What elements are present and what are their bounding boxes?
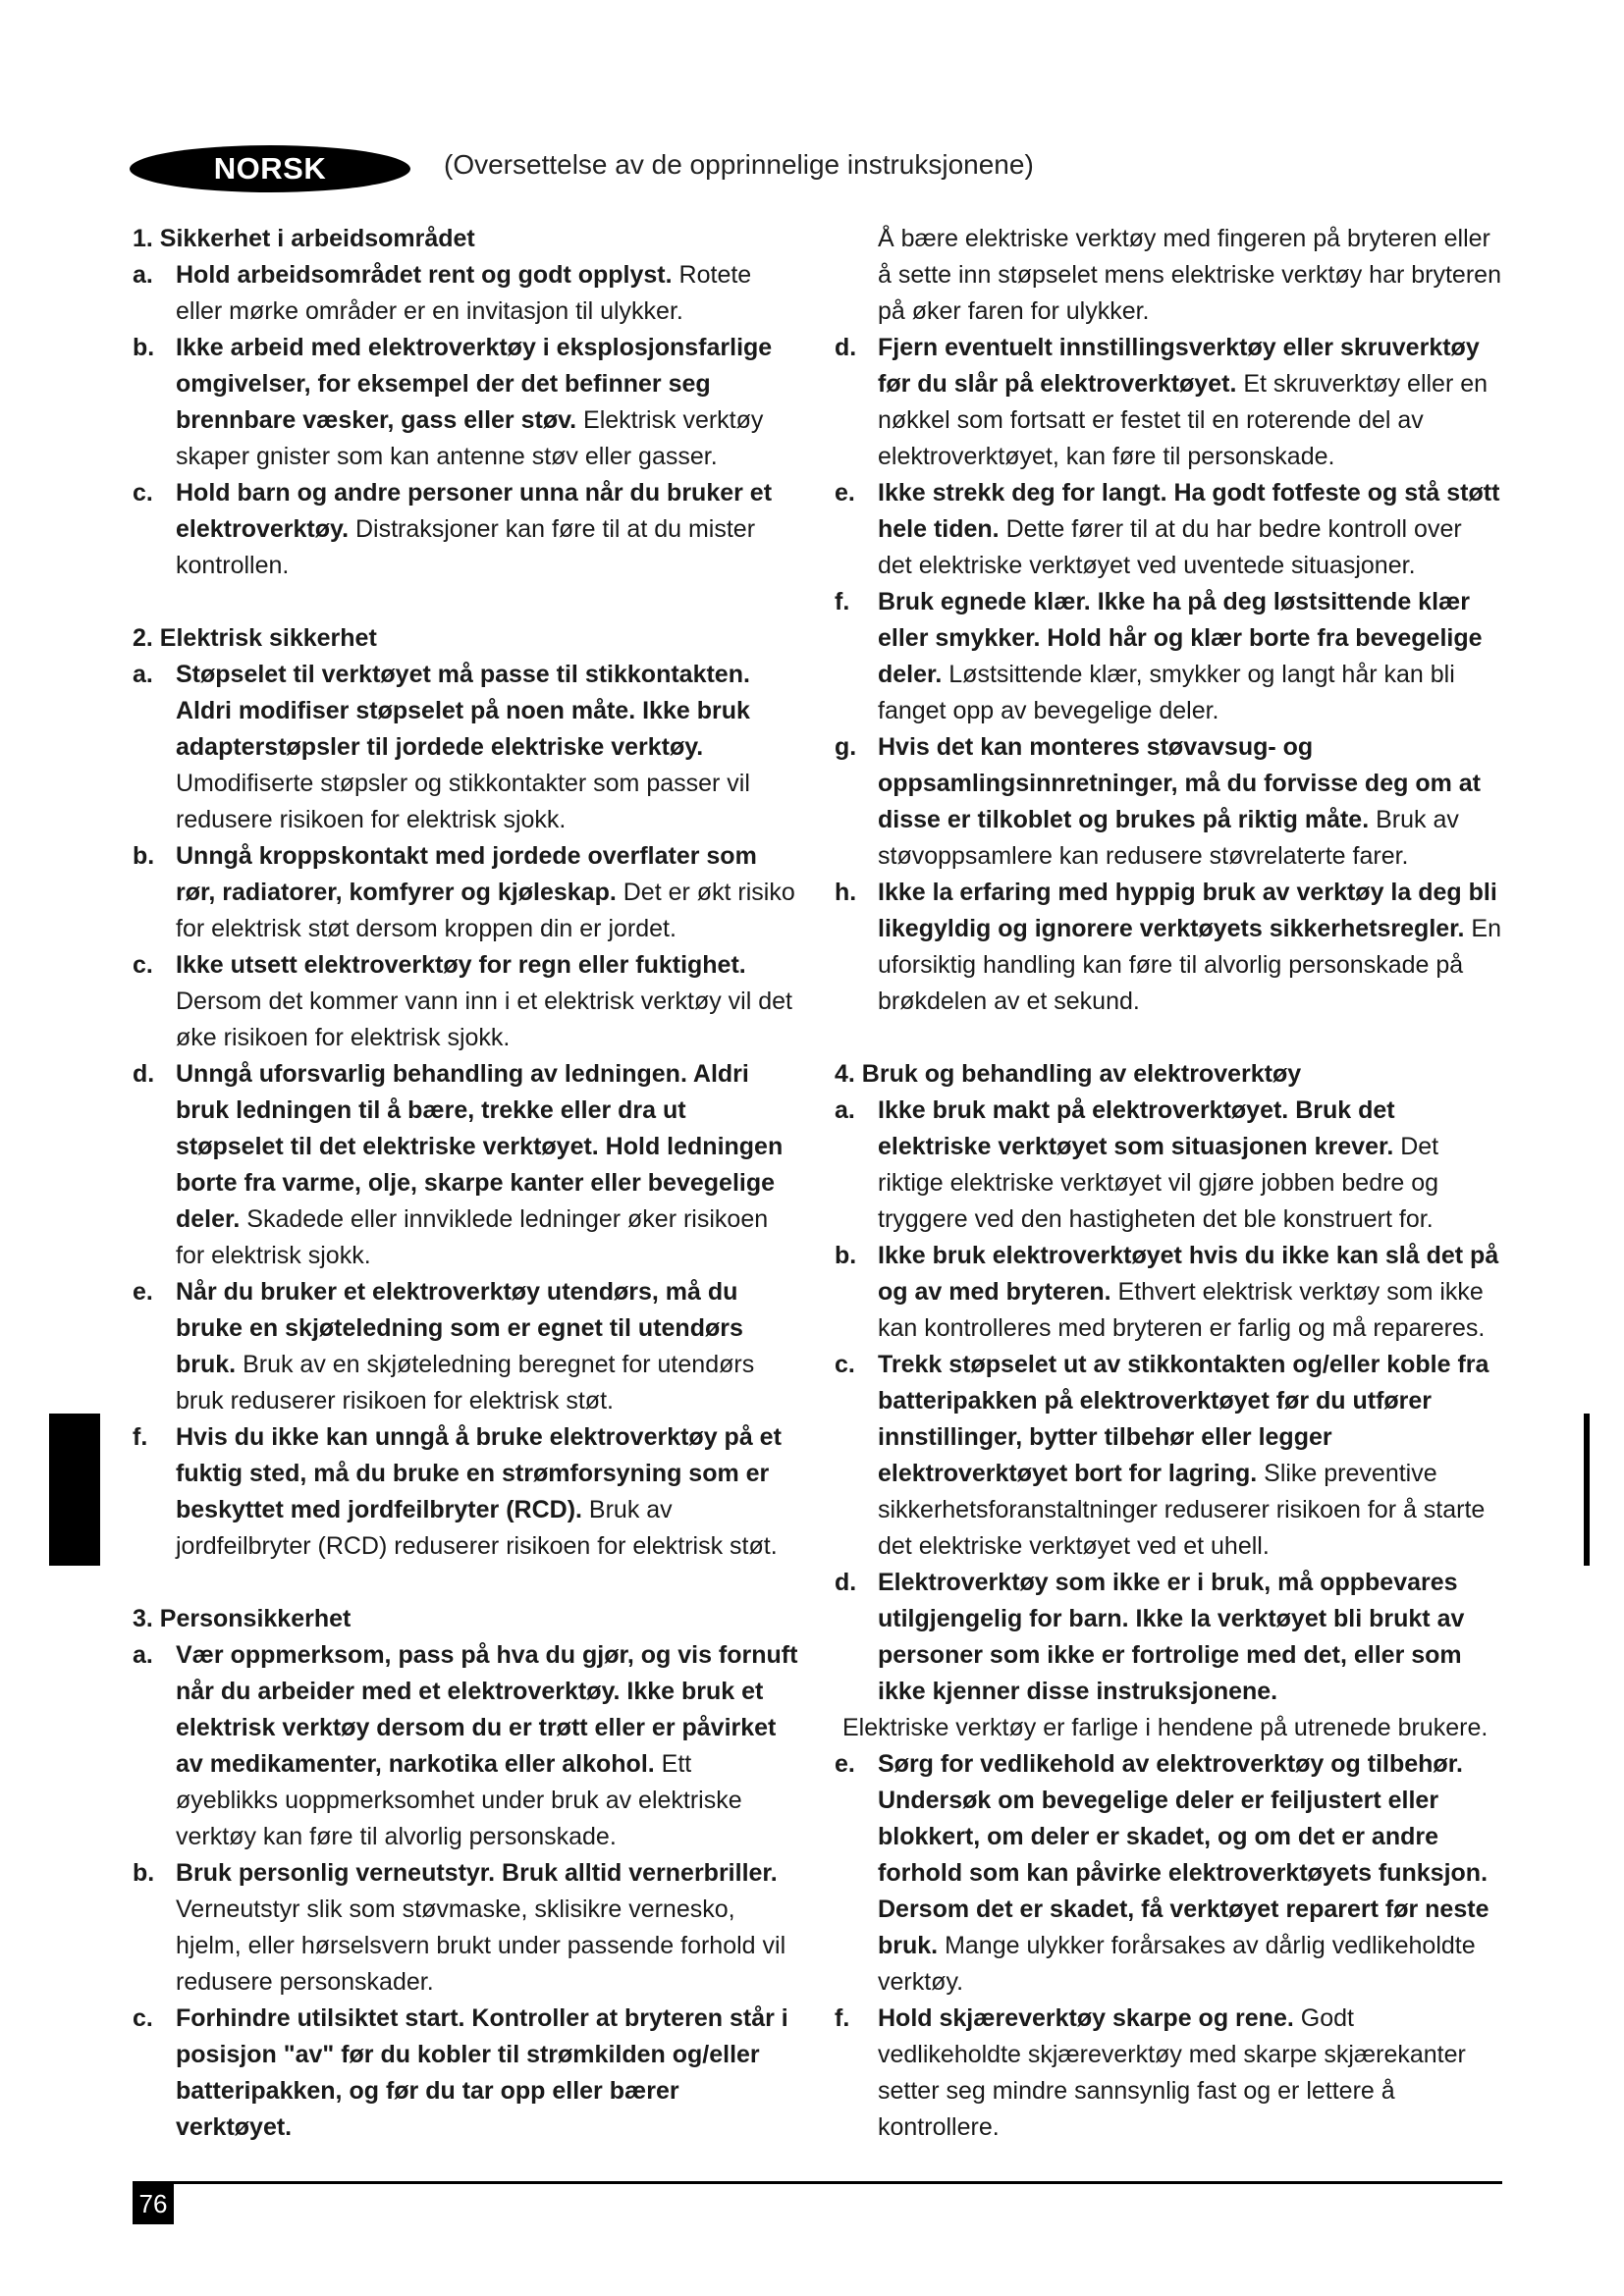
item-heading: Ikke strekk deg for langt. Ha godt fotfeste og stå støtt hele tiden.: [878, 479, 1500, 543]
item-3g: [835, 729, 1502, 875]
item-3c-continued: Å bære elektriske verktøy med fingeren på bryteren eller å sette inn støpselet mens elektriske verktøy har bryteren på øker faren for ulykker.: [878, 225, 1501, 325]
footer-rule: [133, 2181, 1502, 2184]
item-text: Bruk av støvoppsamlere kan redusere støvrelaterte farer.: [878, 806, 1459, 870]
item-heading: Unngå kroppskontakt med jordede overflater som rør, radiatorer, komfyrer og kjøleskap.: [176, 842, 757, 906]
item-letter: d.: [835, 1569, 857, 1596]
item-4b: [835, 1238, 1502, 1347]
item-letter: b.: [133, 1859, 155, 1887]
item-heading: Hold arbeidsområdet rent og godt opplyst.: [176, 261, 673, 289]
item-text: Distraksjoner kan føre til at du mister kontrollen.: [176, 515, 756, 579]
item-heading: Bruk egnede klær. Ikke ha på deg løstsittende klær eller smykker. Hold hår og klær borte fra bevegelige deler.: [878, 588, 1483, 688]
item-letter: c.: [133, 2004, 153, 2032]
item-3a: [133, 1637, 800, 1855]
item-heading: Ikke arbeid med elektroverktøy i eksplosjonsfarlige omgivelser, for eksempel der det befinner seg brennbare væsker, gass eller støv.: [176, 334, 773, 434]
item-text: Verneutstyr slik som støvmaske, sklisikre vernesko, hjelm, eller hørselsvern brukt under passende forhold vil redusere personskader.: [176, 1896, 786, 1996]
item-letter: d.: [835, 334, 857, 361]
item-heading: Sørg for vedlikehold av elektroverktøy og tilbehør. Undersøk om bevegelige deler er feiljustert eller blokkert, om deler er skadet, og om det er andre forhold som kan påvirke elektroverktøyets funksjon. Dersom det er skadet, få verktøyet reparert før neste bruk.: [878, 1750, 1489, 1959]
item-heading: Ikke bruk makt på elektroverktøyet. Bruk det elektriske verktøyet som situasjonen krever.: [878, 1096, 1395, 1160]
item-text: Det riktige elektriske verktøyet vil gjøre jobben bedre og tryggere ved den hastigheten det ble konstruert for.: [878, 1133, 1439, 1233]
item-letter: f.: [835, 588, 850, 615]
section-1-title: 1. Sikkerhet i arbeidsområdet: [133, 225, 475, 252]
item-3e: [835, 475, 1502, 584]
item-1b: [133, 330, 800, 475]
item-letter: a.: [133, 261, 153, 289]
item-heading: Trekk støpselet ut av stikkontakten og/eller koble fra batteripakken på elektroverktøyet før du utfører innstillinger, bytter tilbehør eller legger elektroverktøyet bort for lagring.: [878, 1351, 1489, 1487]
item-text: Det er økt risiko for elektrisk støt dersom kroppen din er jordet.: [176, 879, 795, 942]
item-letter: f.: [835, 2004, 850, 2032]
item-4d-note: Elektriske verktøy er farlige i hendene på utrenede brukere.: [842, 1714, 1489, 1741]
item-heading: Fjern eventuelt innstillingsverktøy eller skruverktøy før du slår på elektroverktøyet.: [878, 334, 1480, 398]
section-4-title: 4. Bruk og behandling av elektroverktøy: [835, 1060, 1302, 1088]
item-heading: Elektroverktøy som ikke er i bruk, må oppbevares utilgjengelig for barn. Ikke la verktøyet bli brukt av personer som ikke er fortrolige med det, eller som ikke kjenner disse instruksjonene.: [878, 1569, 1465, 1705]
item-text: Slike preventive sikkerhetsforanstaltninger reduserer risikoen for å starte det elektriske verktøyet ved et uhell.: [878, 1460, 1486, 1560]
item-4a: [835, 1093, 1502, 1238]
item-text: Rotete eller mørke områder er en invitasjon til ulykker.: [176, 261, 752, 325]
item-letter: h.: [835, 879, 857, 906]
item-heading: Vær oppmerksom, pass på hva du gjør, og vis fornuft når du arbeider med et elektroverktøy. Ikke bruk et elektrisk verktøy dersom du er trøtt eller er påvirket av medikamenter, narkotika eller alkohol.: [176, 1641, 798, 1778]
item-4c: [835, 1347, 1502, 1565]
item-letter: e.: [835, 479, 855, 507]
section-tab-marker: [49, 1414, 100, 1566]
item-text: Dette fører til at du har bedre kontroll over det elektriske verktøyet ved uventede situasjoner.: [878, 515, 1462, 579]
item-letter: d.: [133, 1060, 155, 1088]
language-label: NORSK: [130, 145, 410, 192]
item-heading: Hold skjæreverktøy skarpe og rene.: [878, 2004, 1294, 2032]
left-column: [133, 221, 800, 2146]
item-2a: [133, 657, 800, 838]
item-letter: c.: [835, 1351, 855, 1378]
item-text: En uforsiktig handling kan føre til alvorlig personskade på brøkdelen av et sekund.: [878, 915, 1502, 1015]
page-number: 76: [133, 2183, 174, 2224]
item-letter: g.: [835, 733, 857, 761]
item-3f: [835, 584, 1502, 729]
item-1a: [133, 257, 800, 330]
item-heading: Forhindre utilsiktet start. Kontroller at bryteren står i posisjon "av" før du kobler til strømkilden og/eller batteripakken, og før du tar opp eller bærer verktøyet.: [176, 2004, 788, 2141]
section-3-title: 3. Personsikkerhet: [133, 1605, 352, 1632]
item-heading: Unngå uforsvarlig behandling av ledningen. Aldri bruk ledningen til å bære, trekke eller dra ut støpselet til det elektriske verktøyet. Hold ledningen borte fra varme, olje, skarpe kanter eller bevegelige deler.: [176, 1060, 784, 1233]
item-2f: [133, 1419, 800, 1565]
item-text: Godt vedlikeholdte skjæreverktøy med skarpe skjærekanter setter seg mindre sannsynlig fast og er lettere å kontrollere.: [878, 2004, 1466, 2141]
item-heading: Støpselet til verktøyet må passe til stikkontakten. Aldri modifiser støpselet på noen måte. Ikke bruk adapterstøpsler til jordede elektriske verktøy.: [176, 661, 750, 761]
item-text: Umodifiserte støpsler og stikkontakter som passer vil redusere risikoen for elektrisk sjokk.: [176, 770, 750, 833]
item-letter: a.: [133, 661, 153, 688]
item-heading: Ikke la erfaring med hyppig bruk av verktøy la deg bli likegyldig og ignorere verktøyets sikkerhetsregler.: [878, 879, 1497, 942]
item-text: Bruk av jordfeilbryter (RCD) reduserer risikoen for elektrisk støt.: [176, 1496, 778, 1560]
item-letter: b.: [133, 334, 155, 361]
item-4e: [835, 1746, 1502, 2001]
item-text: Ethvert elektrisk verktøy som ikke kan kontrolleres med bryteren er farlig og må repareres.: [878, 1278, 1486, 1342]
item-1c: [133, 475, 800, 584]
item-letter: e.: [835, 1750, 855, 1778]
translation-subtitle: (Oversettelse av de opprinnelige instruksjonene): [444, 149, 1034, 180]
item-letter: e.: [133, 1278, 153, 1306]
item-heading: Når du bruker et elektroverktøy utendørs, må du bruke en skjøteledning som er egnet til utendørs bruk.: [176, 1278, 743, 1378]
item-letter: a.: [133, 1641, 153, 1669]
item-text: Løstsittende klær, smykker og langt hår kan bli fanget opp av bevegelige deler.: [878, 661, 1455, 724]
item-2e: [133, 1274, 800, 1419]
item-letter: a.: [835, 1096, 855, 1124]
right-column: [835, 221, 1502, 2146]
item-text: Bruk av en skjøteledning beregnet for utendørs bruk reduserer risikoen for elektrisk støt.: [176, 1351, 755, 1415]
item-text: Dersom det kommer vann inn i et elektrisk verktøy vil det øke risikoen for elektrisk sjokk.: [176, 988, 792, 1051]
item-heading: Bruk personlig verneutstyr. Bruk alltid vernerbriller.: [176, 1859, 778, 1887]
item-heading: Ikke bruk elektroverktøyet hvis du ikke kan slå det på og av med bryteren.: [878, 1242, 1499, 1306]
section-2-title: 2. Elektrisk sikkerhet: [133, 624, 377, 652]
item-text: Et skruverktøy eller en nøkkel som fortsatt er festet til en roterende del av elektroverktøyet, kan føre til personskade.: [878, 370, 1489, 470]
item-heading: Hvis det kan monteres støvavsug- og oppsamlingsinnretninger, må du forvisse deg om at disse er tilkoblet og brukes på riktig måte.: [878, 733, 1482, 833]
item-text: Elektrisk verktøy skaper gnister som kan antenne støv eller gasser.: [176, 406, 764, 470]
item-text: Mange ulykker forårsakes av dårlig vedlikeholdte verktøy.: [878, 1932, 1476, 1996]
item-2d: [133, 1056, 800, 1274]
item-text: Skadede eller innviklede ledninger øker risikoen for elektrisk sjokk.: [176, 1205, 769, 1269]
item-3b: [133, 1855, 800, 2001]
item-heading: Hold barn og andre personer unna når du bruker et elektroverktøy.: [176, 479, 773, 543]
item-letter: b.: [133, 842, 155, 870]
item-3h: [835, 875, 1502, 1020]
section-edge-marker: [1584, 1414, 1590, 1566]
item-letter: c.: [133, 951, 153, 979]
item-heading: Hvis du ikke kan unngå å bruke elektroverktøy på et fuktig sted, må du bruke en strømforsyning som er beskyttet med jordfeilbryter (RCD).: [176, 1423, 782, 1523]
item-text: Ett øyeblikks uoppmerksomhet under bruk av elektriske verktøy kan føre til alvorlig personskade.: [176, 1750, 742, 1850]
item-2c: [133, 947, 800, 1056]
item-4d: [835, 1565, 1502, 1710]
item-heading: Ikke utsett elektroverktøy for regn eller fuktighet.: [176, 951, 746, 979]
item-2b: [133, 838, 800, 947]
item-letter: c.: [133, 479, 153, 507]
item-letter: b.: [835, 1242, 857, 1269]
item-3c: [133, 2001, 800, 2146]
item-4f: [835, 2001, 1502, 2146]
item-3d: [835, 330, 1502, 475]
item-letter: f.: [133, 1423, 148, 1451]
